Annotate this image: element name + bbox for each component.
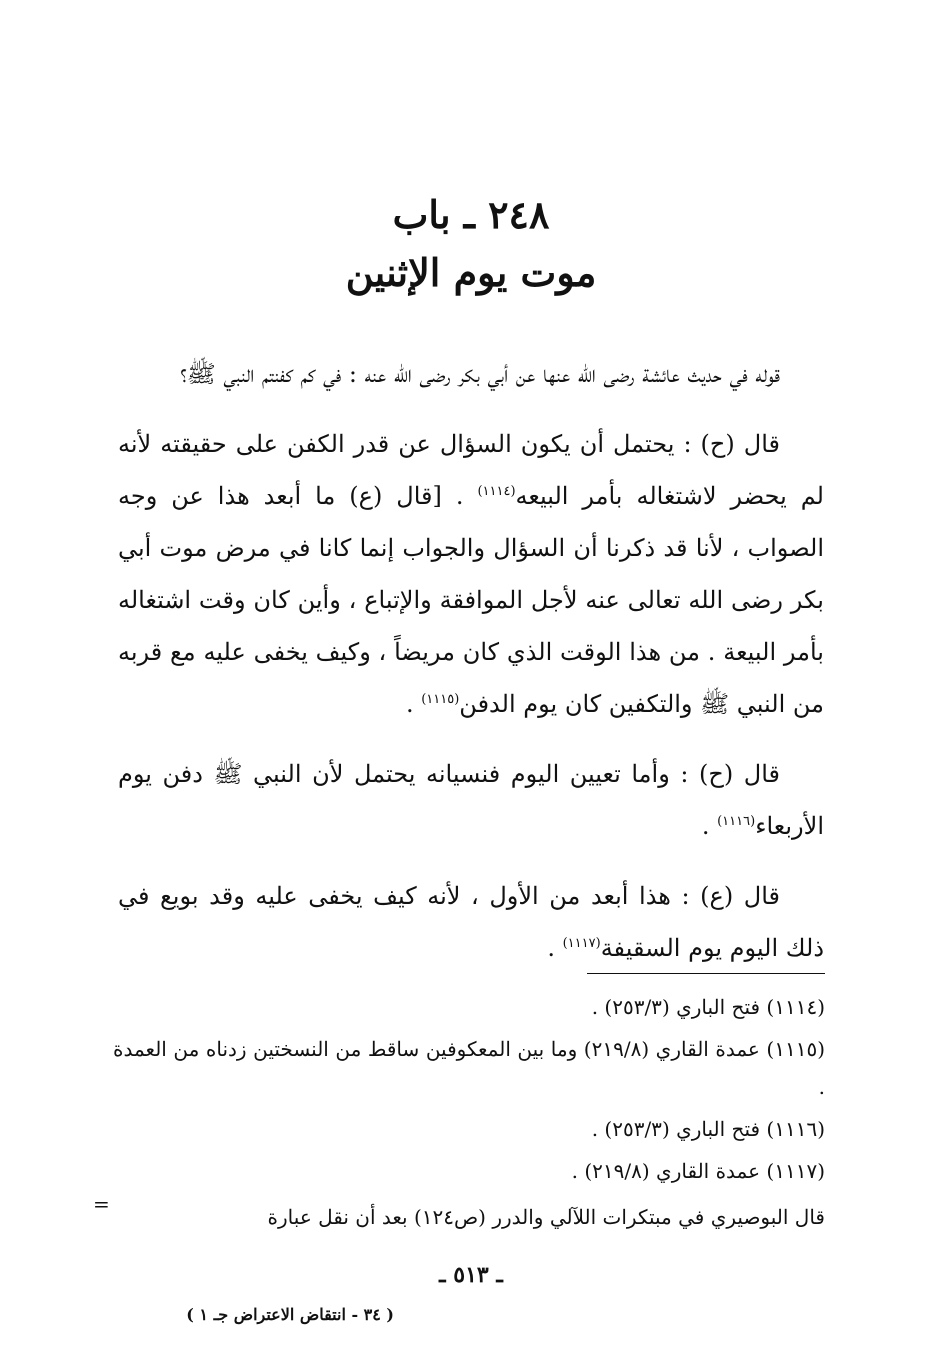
chapter-title: موت يوم الإثنين (345, 250, 597, 295)
paragraph-2-text: قال (ح) : يحتمل أن يكون السؤال عن قدر الكفن على حقيقته لأنه لم يحضر لاشتغاله بأمر البيعه (118, 430, 824, 510)
paragraph-2-text-b: . [قال (ع) ما أبعد هذا عن وجه الصواب ، لأنا قد ذكرنا أن السؤال والجواب إنما كانا في مرض موت أبي بكر رضى الله تعالى عنه لأجل الموافقة والإتباع ، وأين كان وقت اشتغاله بأمر البيعة . من هذا الوقت الذي كان مريضاً ، وكيف يخفى عليه مع قربه من النبي ﷺ والتكفين كان يوم الدفن (118, 482, 824, 718)
footnote-1114: (١١١٤) فتح الباري (٢٥٣/٣) . (591, 995, 825, 1019)
paragraph-4-text-b: . (547, 934, 563, 962)
printer-signature: ( ٣٤ - انتقاض الاعتراض جـ ١ ) (186, 1305, 394, 1324)
paragraph-2 (118, 418, 824, 730)
paragraph-4-text: قال (ع) : هذا أبعد من الأول ، لأنه كيف يخفى عليه وقد بويع في ذلك اليوم يوم السقيفة (118, 882, 824, 962)
paragraph-4 (118, 870, 824, 974)
footnote-1115: (١١١٥) عمدة القاري (٢١٩/٨) وما بين المعكوفين ساقط من النسختين زدناه من العمدة . (113, 1037, 825, 1099)
paragraph-3-text-b: . (701, 812, 718, 840)
page-number: ـ ٥١٣ ـ (439, 1262, 503, 1288)
paragraph-1 (118, 348, 824, 400)
paragraph-1-text: قوله في حديث عائشة رضى الله عنها عن أبي بكر رضى الله عنه : في كم كفنتم النبي ﷺ؟ (180, 360, 780, 388)
continuation-mark: = (93, 1192, 110, 1216)
footnote-ref-1117[interactable]: (١١١٧) (562, 936, 601, 951)
paragraph-3 (118, 748, 824, 852)
paragraph-2-text-c: . (405, 690, 422, 718)
footnote-ref-1115[interactable]: (١١١٥) (421, 692, 460, 707)
paragraph-3-text: قال (ح) : وأما تعيين اليوم فنسيانه يحتمل لأن النبي ﷺ دفن يوم الأربعاء (118, 760, 824, 840)
footnotes (113, 988, 825, 1236)
footnote-continuation: قال البوصيري في مبتكرات اللآلي والدرر (ص١٢٤) بعد أن نقل عبارة (267, 1205, 825, 1229)
footnote-1117: (١١١٧) عمدة القاري (٢١٩/٨) . (571, 1159, 825, 1183)
footnote-divider (587, 973, 825, 974)
footnote-1116: (١١١٦) فتح الباري (٢٥٣/٣) . (591, 1117, 825, 1141)
footnote-ref-1116[interactable]: (١١١٦) (717, 814, 756, 829)
chapter-number: ٢٤٨ ـ باب (392, 192, 550, 237)
main-text (118, 348, 824, 992)
footnote-ref-1114[interactable]: (١١١٤) (477, 484, 516, 499)
